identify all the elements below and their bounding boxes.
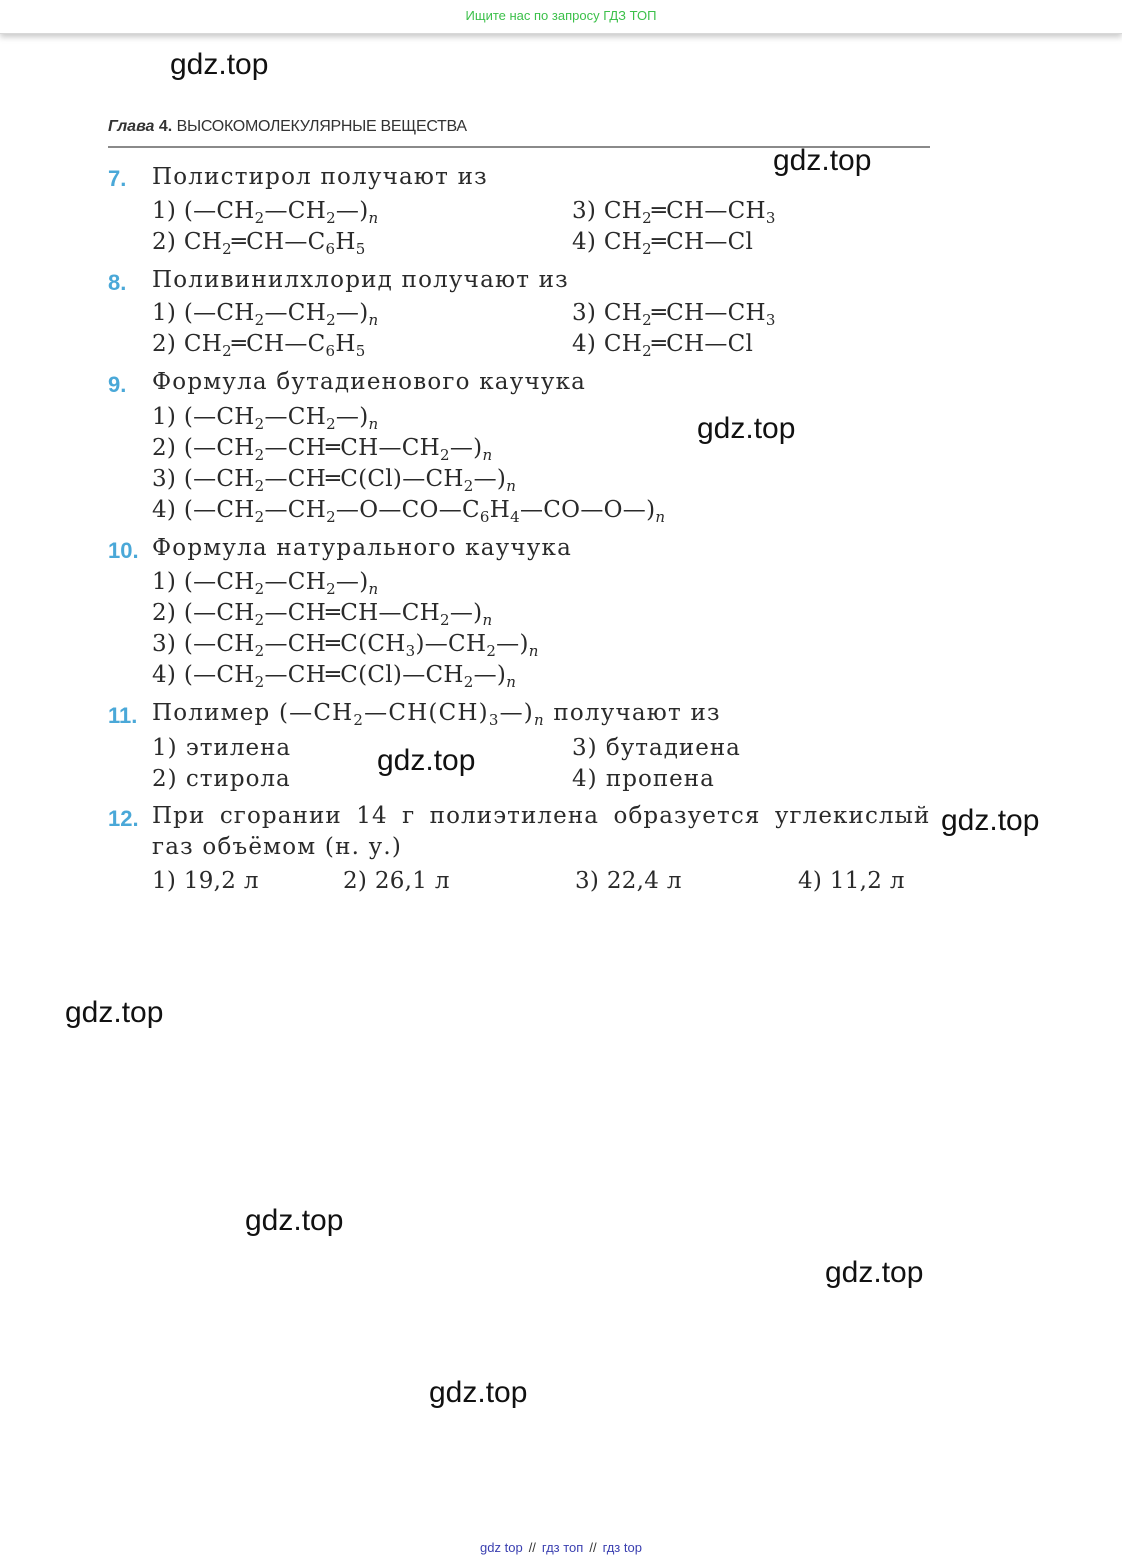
watermark: gdz.top (65, 996, 164, 1029)
question-11-text-start: Полимер (—CH (152, 700, 354, 726)
question-10-number: 10. (108, 538, 139, 563)
question-8-text: Поливинилхлорид получают из (152, 267, 569, 293)
question-10-text: Формула натурального каучука (152, 535, 573, 561)
question-11-text: Полимер $(—CH_2—CH(CH)_3—)_n$ получают из (152, 700, 721, 729)
footer-link-3[interactable]: гдз top (602, 1540, 642, 1555)
top-banner-link[interactable]: Ищите нас по запросу ГДЗ ТОП (465, 8, 657, 23)
watermark: gdz.top (170, 48, 269, 81)
q7-option-2: 2) $CH_2═CH—C_6H_5$ (152, 229, 366, 258)
q11-option-1: 1) этилена (152, 735, 292, 761)
q9-option-2: 2) $(—CH_2—CH═CH—CH_2—)_n$ (152, 435, 493, 464)
q8-option-1: 1) $(—CH_2—CH_2—)_n$ (152, 300, 379, 329)
footer-separator: // (589, 1540, 597, 1555)
question-8-number: 8. (108, 270, 127, 295)
q12-option-2: 2) 26,1 л (343, 868, 450, 894)
q10-option-3: 3) $(—CH_2—CH═C(CH_3)—CH_2—)_n$ (152, 631, 539, 660)
q7-option-4: 4) $CH_2═CH—Cl$ (572, 229, 754, 258)
q10-option-1: 1) $(—CH_2—CH_2—)_n$ (152, 569, 379, 598)
q7-option-1: 1) $(—CH_2—CH_2—)_n$ (152, 198, 379, 227)
question-12-text-line1: При сгорании 14 г полиэтилена образуется углекислый (152, 803, 931, 829)
footer-link-1[interactable]: gdz top (480, 1540, 523, 1555)
watermark: gdz.top (697, 412, 796, 445)
footer-separator: // (528, 1540, 536, 1555)
chapter-title: ВЫСОКОМОЛЕКУЛЯРНЫЕ ВЕЩЕСТВА (176, 118, 467, 135)
q11-option-2: 2) стирола (152, 766, 291, 792)
q12-option-4: 4) 11,2 л (798, 868, 905, 894)
q12-option-1: 1) 19,2 л (152, 868, 259, 894)
q10-option-4: 4) $(—CH_2—CH═C(Cl)—CH_2—)_n$ (152, 662, 517, 691)
top-banner (0, 0, 1122, 34)
footer-links (0, 1540, 1122, 1555)
q11-option-3: 3) бутадиена (572, 735, 741, 761)
watermark: gdz.top (941, 804, 1040, 837)
question-9-text: Формула бутадиенового каучука (152, 369, 587, 395)
question-7-number: 7. (108, 166, 127, 191)
q8-option-4: 4) $CH_2═CH—Cl$ (572, 331, 754, 360)
footer-link-2[interactable]: гдз топ (541, 1540, 584, 1555)
chapter-number: 4. (158, 118, 173, 135)
q9-option-1: 1) $(—CH_2—CH_2—)_n$ (152, 404, 379, 433)
q8-option-3: 3) $CH_2═CH—CH_3$ (572, 300, 776, 329)
watermark: gdz.top (825, 1256, 924, 1289)
q10-option-2: 2) $(—CH_2—CH═CH—CH_2—)_n$ (152, 600, 493, 629)
watermark: gdz.top (773, 144, 872, 177)
q8-option-2: 2) $CH_2═CH—C_6H_5$ (152, 331, 366, 360)
q12-option-3: 3) 22,4 л (575, 868, 682, 894)
question-12-text-line2: газ объёмом (н. у.) (152, 834, 403, 860)
question-11-number: 11. (108, 703, 138, 728)
question-7-text: Полистирол получают из (152, 164, 488, 190)
question-9-number: 9. (108, 372, 127, 397)
watermark: gdz.top (245, 1204, 344, 1237)
q7-option-3: 3) $CH_2═CH—CH_3$ (572, 198, 776, 227)
q9-option-3: 3) $(—CH_2—CH═C(Cl)—CH_2—)_n$ (152, 466, 517, 495)
watermark: gdz.top (377, 744, 476, 777)
watermark: gdz.top (429, 1376, 528, 1409)
q9-option-4: 4) $(—CH_2—CH_2—O—CO—C_6H_4—CO—O—)_n$ (152, 497, 666, 526)
chapter-word: Глава (108, 118, 155, 135)
q11-option-4: 4) пропена (572, 766, 715, 792)
question-12-number: 12. (108, 806, 139, 831)
question-11-text-end: получают из (544, 700, 721, 726)
